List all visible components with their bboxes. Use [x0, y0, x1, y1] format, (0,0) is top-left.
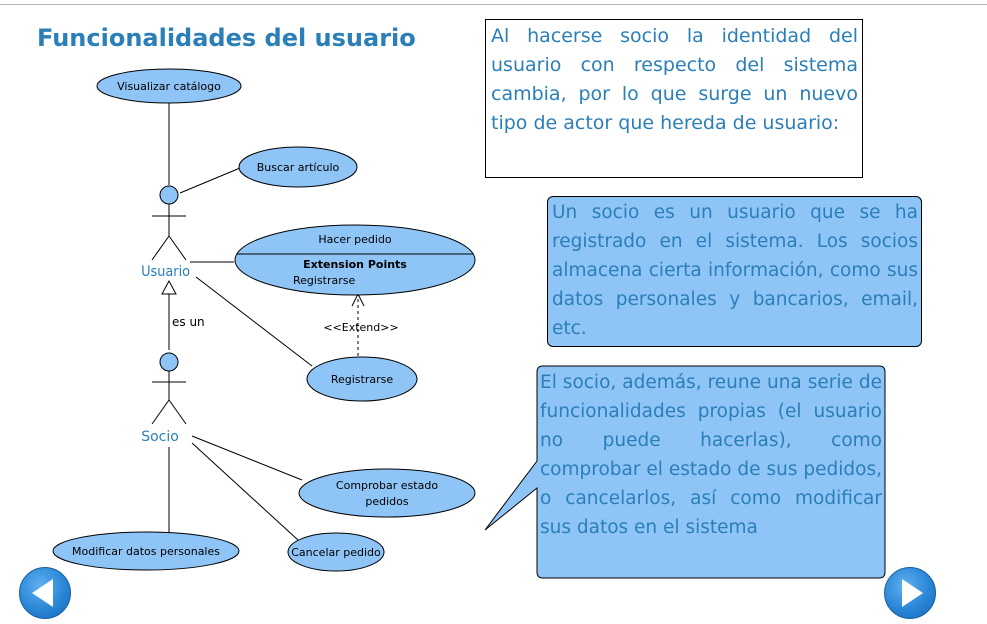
- usecase-cancelar-pedido: [288, 533, 384, 571]
- usecase-cancelar-label: Cancelar pedido: [291, 546, 381, 559]
- usecase-registrarse-label: Registrarse: [330, 373, 394, 386]
- usecase-comprobar-label-1: Comprobar estado: [335, 479, 439, 492]
- usecase-comprobar-label-2: pedidos: [365, 495, 409, 508]
- previous-slide-button[interactable]: [19, 567, 71, 619]
- note-socio-functions: El socio, además, reune una serie de funcionalidades propias (el usuario no puede hacerlas), como comprobar el estado de sus pedidos, o cancelarlos, así como modificar sus datos en el sistema: [540, 372, 882, 538]
- usecase-buscar-label: Buscar artículo: [256, 161, 340, 174]
- usecase-hacer-pedido-label: Hacer pedido: [318, 233, 392, 246]
- extension-point-registrarse: Registrarse: [293, 274, 356, 287]
- note-actor-inheritance: Al hacerse socio la identidad del usuario con respecto del sistema cambia, por lo que surge un nuevo tipo de actor que hereda de usuario:: [485, 19, 863, 178]
- usecase-comprobar-estado: [299, 469, 475, 517]
- usecase-buscar-articulo: [239, 147, 357, 187]
- usecase-visualizar-catalogo: [97, 69, 241, 103]
- generalization-label: es un: [172, 315, 205, 329]
- next-slide-button[interactable]: [884, 567, 936, 619]
- actor-socio-label: Socio: [141, 429, 179, 445]
- extend-label: <<Extend>>: [323, 321, 399, 334]
- actor-usuario-label: Usuario: [141, 264, 191, 281]
- usecase-registrarse: [307, 357, 417, 401]
- slide-title: Funcionalidades del usuario: [37, 24, 416, 52]
- triangle-left-icon: [20, 568, 70, 618]
- usecase-modificar-label: Modificar datos personales: [72, 545, 220, 558]
- triangle-right-icon: [885, 568, 935, 618]
- actor-usuario: [152, 186, 186, 260]
- note-socio-definition: Un socio es un usuario que se ha registrado en el sistema. Los socios almacena cierta información, como sus datos personales y bancarios, email, etc.: [547, 196, 922, 347]
- generalization-arrowhead: [162, 281, 176, 294]
- usecase-hacer-pedido: [235, 225, 475, 295]
- assoc-usuario-buscar: [180, 168, 240, 193]
- actor-socio: [152, 353, 186, 424]
- extension-points-header: Extension Points: [303, 258, 407, 271]
- usecase-visualizar-label: Visualizar catálogo: [117, 80, 221, 93]
- usecase-modificar-datos: [53, 532, 239, 570]
